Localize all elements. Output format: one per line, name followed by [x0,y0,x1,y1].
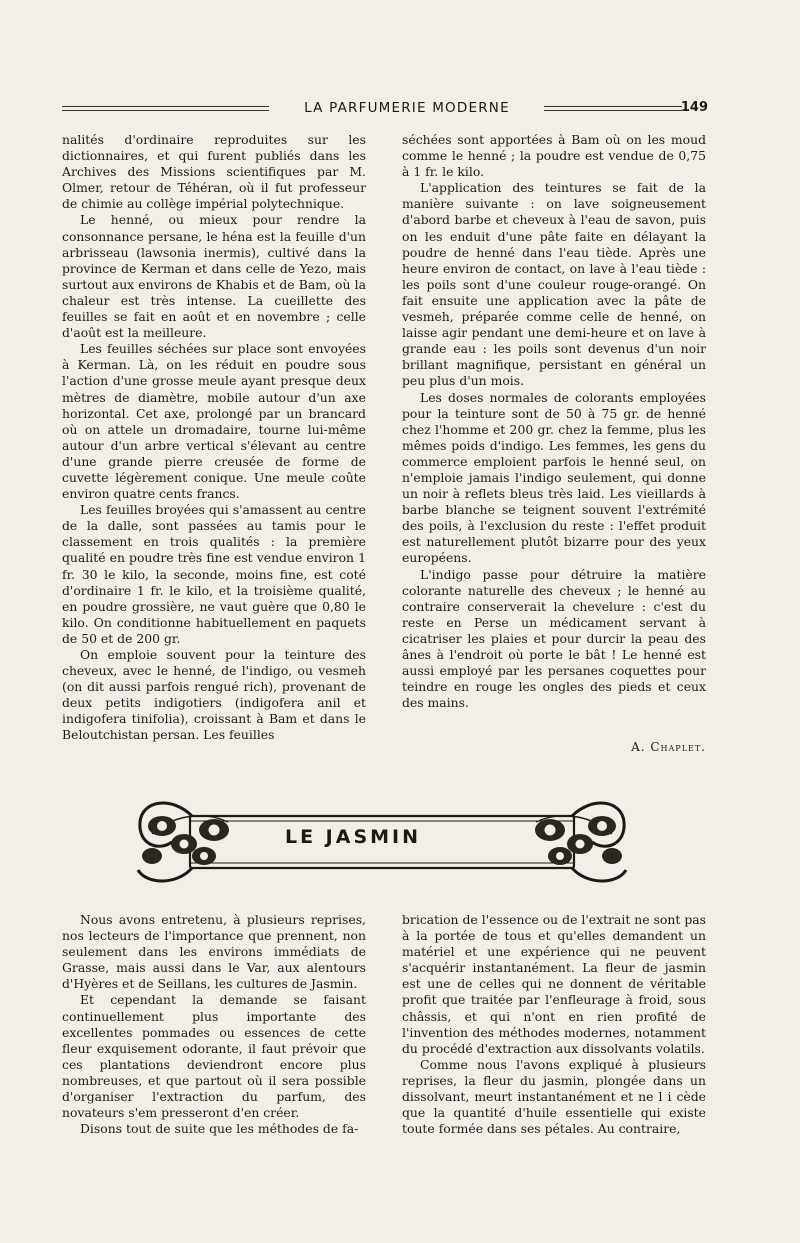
right-scroll-bottom [572,868,626,881]
article1-column-2 [402,132,706,711]
paragraph: Les doses normales de colorants employées pour la teinture sont de 50 à 75 gr. de henné chez l'homme et 200 gr. chez la femme, plus les mêmes poids d'indigo. Les femmes, les gens du commerce emploient parfois le henné seul, on n'emploie jamais l'indigo seulement, qui donne un noir à reflets bleus très laid. Les vieillards à barbe blanche se teignent souvent l'extrémité des poils, à l'exclusion du reste : l'effet produit est naturellement plutôt bizarre pour des yeux européens. [402,389,706,566]
paragraph: Nous avons entretenu, à plusieurs reprises, nos lecteurs de l'importance que prennent, non seulement dans les environs immédiats de Grasse, mais aussi dans le Var, aux alentours d'Hyères et de Seillans, les cultures de Jasmin. [62,912,366,992]
paragraph: Et cependant la demande se faisant continuellement plus importante des excellentes pommades ou essences de cette fleur exquisement odorante, il faut prévoir que ces plantations deviendront encore plus nombreuses, et que partout où il sera possible d'organiser l'extraction du parfum, des novateurs s'em presseront d'en créer. [62,992,366,1121]
running-head [62,100,708,118]
author-signature: A. Chaplet. [631,740,706,754]
paragraph: On emploie souvent pour la teinture des cheveux, avec le henné, de l'indigo, ou vesmeh (on dit aussi parfois rengué rich), provenant de deux petits indigotiers (indigofera anil et indigofera tinifolia), croissant à Bam et dans le Beloutchistan persan. Les feuilles [62,647,366,743]
paragraph: L'indigo passe pour détruire la matière colorante naturelle des cheveux ; le henné au contraire conserverait la chevelure : c'est du reste en Perse un médicament servant à cicatriser les plaies et pour durcir la peau des ânes à l'endroit où porte le bât ! Le henné est aussi employé par les persanes coquettes pour teindre en rouge les ongles des pieds et ceux des mains. [402,566,706,711]
journal-title: LA PARFUMERIE MODERNE [304,100,510,116]
article1-column-1 [62,132,366,744]
article-title: LE JASMIN [284,826,422,848]
left-scroll-bottom [138,868,192,881]
article2-column-2 [402,912,706,1137]
paragraph: L'application des teintures se fait de la manière suivante : on lave soigneusement d'abord barbe et cheveux à l'eau de savon, puis on les enduit d'une pâte faite en délayant la poudre de henné dans l'eau tiède. Après une heure environ de contact, on lave à l'eau tiède : les poils sont d'une couleur rouge-orangé. On fait ensuite une application avec la pâte de vesmeh, préparée comme celle de henné, on laisse agir pendant une demi-heure et on lave à grande eau : les poils sont devenus d'un noir brillant magnifique, persistant en général un peu plus d'un mois. [402,180,706,389]
page-number: 149 [680,100,708,115]
paragraph: Les feuilles séchées sur place sont envoyées à Kerman. Là, on les réduit en poudre sous l'action d'une grosse meule ayant presque deux mètres de diamètre, mobile autour d'un axe horizontal. Cet axe, prolongé par un brancard où on attele un dromadaire, tourne lui-même autour d'un arbre vertical s'élevant au centre d'une grande pierre creusée de forme de cuvette légèrement conique. Une meule coûte environ quatre cents francs. [62,341,366,502]
paragraph: nalités d'ordinaire reproduites sur les dictionnaires, et qui furent publiés dans les Archives des Missions scientifiques par M. Olmer, retour de Téhéran, où il fut professeur de chimie au collège impérial polytechnique. [62,132,366,212]
paragraph: Comme nous l'avons expliqué à plusieurs reprises, la fleur du jasmin, plongée dans un dissolvant, meurt instantanément et ne l i cède que la quantité d'huile essentielle qui existe toute formée dans ses pétales. Au contraire, [402,1056,706,1137]
paragraph: brication de l'essence ou de l'extrait ne sont pas à la portée de tous et qu'elles demandent un matériel et une expérience qui ne peuvent s'acquérir instantanément. La fleur de jasmin est une de celles qui ne donnent de véritable profit que traitée par l'enfleurage à froid, sous châssis, et qui n'ont en rien profité de l'invention des méthodes modernes, notamment du procédé d'extraction aux dissolvants volatils. [402,912,706,1056]
paragraph: Le henné, ou mieux pour rendre la consonnance persane, le héna est la feuille d'un arbrisseau (lawsonia inermis), cultivé dans la province de Kerman et dans celle de Yezo, mais surtout aux environs de Khabis et de Bam, où la chaleur est très intense. La cueillette des feuilles se fait en août et en novembre ; celle d'août est la meilleure. [62,212,366,341]
paragraph: Disons tout de suite que les méthodes de fa- [80,1121,359,1137]
header-rule [62,106,269,107]
paragraph: Les feuilles broyées qui s'amassent au centre de la dalle, sont passées au tamis pour le classement en trois qualités : la première qualité en poudre très fine est vendue environ 1 fr. 30 le kilo, la seconde, moins fine, est coté d'ordinaire 1 fr. le kilo, et la troisième qualité, en poudre grossière, ne vaut guère que 0,80 le kilo. On conditionne habituellement en paquets de 50 et de 200 gr. [62,502,366,646]
header-rule [544,110,682,111]
paragraph: séchées sont apportées à Bam où on les moud comme le henné ; la poudre est vendue de 0,75 à 1 fr. le kilo. [402,132,706,180]
article2-column-1 [62,912,366,1137]
header-rule [544,106,682,107]
header-rule [62,110,269,111]
